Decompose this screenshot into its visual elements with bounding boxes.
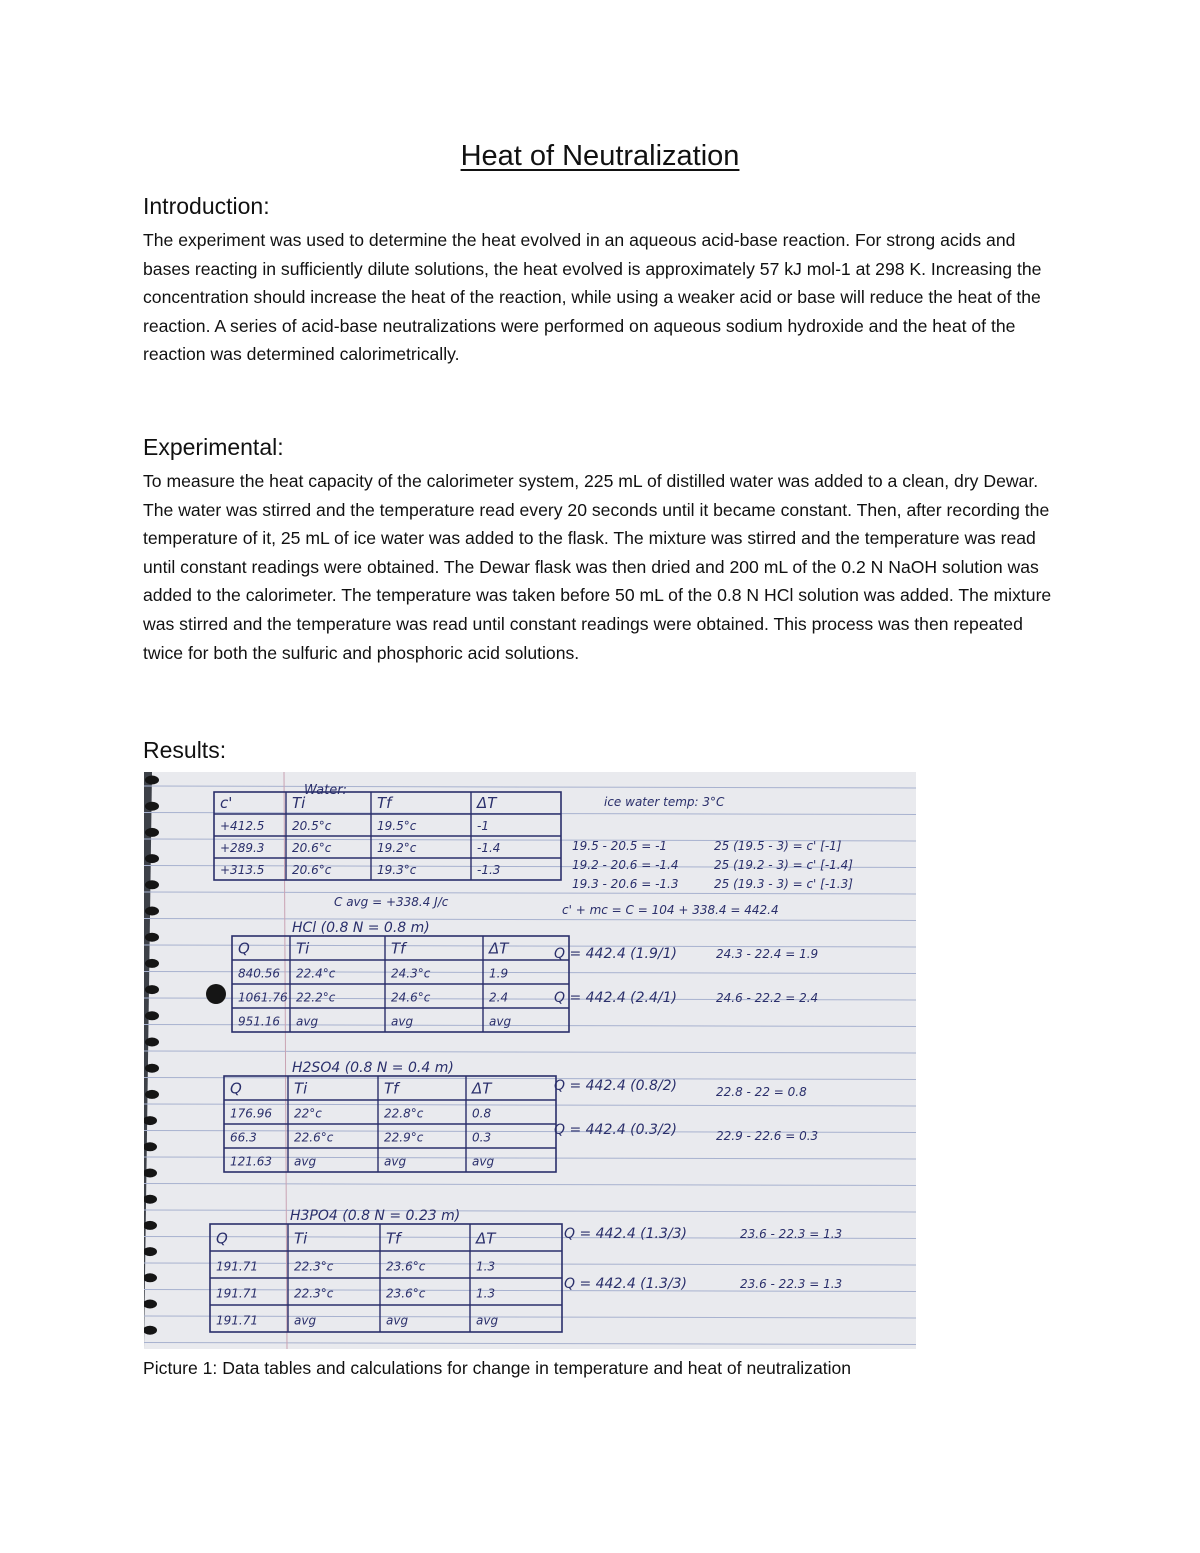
h2so4-table-cell: 22.6°c xyxy=(294,1130,334,1145)
water-table-header: ΔT xyxy=(477,793,497,812)
h2so4-table-header: Tf xyxy=(384,1079,399,1098)
h3po4-delta-calc: 23.6 - 22.3 = 1.3 xyxy=(740,1277,843,1291)
h2so4-table-header: Q xyxy=(230,1079,242,1098)
binding-hole xyxy=(145,1090,159,1099)
water-table-cell: -1.4 xyxy=(477,840,501,855)
h2so4-q-calc: Q = 442.4 (0.8/2) xyxy=(554,1078,677,1094)
hcl-table-cell: 840.56 xyxy=(238,966,280,981)
notebook-photo-svg xyxy=(144,772,916,1349)
h3po4-table-header: Tf xyxy=(386,1229,401,1248)
binding-hole xyxy=(145,985,159,994)
binding-hole xyxy=(145,1011,159,1020)
binding-hole xyxy=(145,907,159,916)
h2so4-q-calc: Q = 442.4 (0.3/2) xyxy=(554,1122,677,1138)
h3po4-table-header: Q xyxy=(216,1229,228,1248)
water-table-cell: 20.6°c xyxy=(292,862,332,877)
water-table-cell: +289.3 xyxy=(220,840,265,855)
hcl-table-cell: 951.16 xyxy=(238,1014,280,1029)
hcl-table-cell: 22.4°c xyxy=(296,966,336,981)
binding-hole xyxy=(145,959,159,968)
h3po4-table-cell: 22.3°c xyxy=(294,1286,334,1301)
water-table-cell: 20.5°c xyxy=(292,818,332,833)
h2so4-table-cell: 22°c xyxy=(294,1106,322,1121)
c-total-note: c' + mc = C = 104 + 338.4 = 442.4 xyxy=(562,903,779,917)
h3po4-table-cell: avg xyxy=(294,1313,317,1328)
h3po4-table-cell: 1.3 xyxy=(476,1286,496,1301)
h2so4-table-cell: 0.3 xyxy=(472,1130,492,1145)
water-table-header: Tf xyxy=(377,793,392,812)
binding-hole xyxy=(145,880,159,889)
h2so4-delta-calc: 22.9 - 22.6 = 0.3 xyxy=(716,1129,819,1143)
hcl-delta-calc: 24.6 - 22.2 = 2.4 xyxy=(716,991,819,1005)
ice-water-note: ice water temp: 3°C xyxy=(604,795,725,809)
hcl-delta-calc: 24.3 - 22.4 = 1.9 xyxy=(716,947,819,961)
hcl-table-cell: 24.6°c xyxy=(391,990,431,1005)
h2so4-delta-calc: 22.8 - 22 = 0.8 xyxy=(716,1085,807,1099)
page-title: Heat of Neutralization xyxy=(460,140,740,172)
water-table-cell: 19.3°c xyxy=(377,862,417,877)
water-table-cell: 19.5°c xyxy=(377,818,417,833)
c-avg-note: C avg = +338.4 J/c xyxy=(334,895,449,909)
h2so4-table-cell: 22.8°c xyxy=(384,1106,424,1121)
h2so4-table-cell: avg xyxy=(384,1154,407,1169)
hcl-table-cell: 22.2°c xyxy=(296,990,336,1005)
binding-hole xyxy=(145,828,159,837)
hcl-table-cell: 1061.76 xyxy=(238,990,288,1005)
results-heading: Results: xyxy=(143,737,227,763)
binding-hole xyxy=(145,1038,159,1047)
h3po4-table-cell: 1.3 xyxy=(476,1259,496,1274)
hcl-table-header: Q xyxy=(238,939,250,958)
water-table-header: c' xyxy=(220,793,233,812)
h3po4-table-cell: avg xyxy=(386,1313,409,1328)
hcl-table-header: Tf xyxy=(391,939,406,958)
water-calc: 19.2 - 20.6 = -1.4 xyxy=(572,858,679,872)
h3po4-table-header: ΔT xyxy=(476,1229,496,1248)
hcl-table-cell: avg xyxy=(391,1014,414,1029)
water-table-cell: 19.2°c xyxy=(377,840,417,855)
experimental-heading: Experimental: xyxy=(143,434,284,460)
hcl-table-header: Ti xyxy=(296,939,310,958)
water-table-cell: -1.3 xyxy=(477,862,501,877)
h2so4-label: H2SO4 (0.8 N = 0.4 m) xyxy=(292,1060,454,1076)
h2so4-table-cell: 22.9°c xyxy=(384,1130,424,1145)
h2so4-table-cell: 176.96 xyxy=(230,1106,272,1121)
h3po4-q-calc: Q = 442.4 (1.3/3) xyxy=(564,1226,687,1242)
h2so4-table-cell: 66.3 xyxy=(230,1130,257,1145)
h3po4-table-cell: avg xyxy=(476,1313,499,1328)
water-table-cell: 20.6°c xyxy=(292,840,332,855)
hole-punch xyxy=(206,984,226,1004)
h2so4-table-cell: 121.63 xyxy=(230,1154,272,1169)
introduction-heading: Introduction: xyxy=(143,193,270,219)
introduction-paragraph: The experiment was used to determine the heat evolved in an aqueous acid-base reaction. For strong acids and bases reacting in sufficiently dilute solutions, the heat evolved is approximately 57 kJ mol-1 at 298 K. Increasing the concentration should increase the heat of the reaction, while using a weaker acid or base will reduce the heat of the reaction. A series of acid-base neutralizations were performed on aqueous sodium hydroxide and the heat of the reaction was determined calorimetrically. xyxy=(143,230,1042,365)
water-calc: 19.5 - 20.5 = -1 xyxy=(572,839,668,853)
h2so4-table-header: Ti xyxy=(294,1079,308,1098)
binding-hole xyxy=(145,1064,159,1073)
notebook-photo xyxy=(144,772,916,1349)
h3po4-q-calc: Q = 442.4 (1.3/3) xyxy=(564,1276,687,1292)
water-table-cell: +313.5 xyxy=(220,862,265,877)
hcl-q-calc: Q = 442.4 (1.9/1) xyxy=(554,946,677,962)
h2so4-table-cell: avg xyxy=(472,1154,495,1169)
hcl-table-cell: avg xyxy=(489,1014,512,1029)
h3po4-table-cell: 191.71 xyxy=(216,1313,258,1328)
binding-hole xyxy=(145,802,159,811)
hcl-table-cell: avg xyxy=(296,1014,319,1029)
water-table-cell: -1 xyxy=(477,818,489,833)
h3po4-delta-calc: 23.6 - 22.3 = 1.3 xyxy=(740,1227,843,1241)
h3po4-table-cell: 191.71 xyxy=(216,1286,258,1301)
water-calc2: 25 (19.3 - 3) = c' [-1.3] xyxy=(714,877,853,891)
h2so4-table-cell: avg xyxy=(294,1154,317,1169)
experimental-paragraph: To measure the heat capacity of the calorimeter system, 225 mL of distilled water was added to a clean, dry Dewar. The water was stirred and the temperature read every 20 seconds until it became constant. Then, after recording the temperature of it, 25 mL of ice water was added to the flask. The mixture was stirred and the temperature was read until constant readings were obtained. The Dewar flask was then dried and 200 mL of the 0.2 N NaOH solution was added to the calorimeter. The temperature was taken before 50 mL of the 0.8 N HCl solution was added. The mixture was stirred and the temperature was read until constant readings were obtained. This process was then repeated twice for both the sulfuric and phosphoric acid solutions. xyxy=(143,471,1052,663)
hcl-table-cell: 1.9 xyxy=(489,966,509,981)
hcl-table-header: ΔT xyxy=(489,939,509,958)
h3po4-table-cell: 22.3°c xyxy=(294,1259,334,1274)
water-table-cell: +412.5 xyxy=(220,818,265,833)
binding-hole xyxy=(145,854,159,863)
binding-hole xyxy=(145,776,159,785)
water-calc2: 25 (19.5 - 3) = c' [-1] xyxy=(714,839,842,853)
h3po4-label: H3PO4 (0.8 N = 0.23 m) xyxy=(290,1208,461,1224)
binding-hole xyxy=(145,933,159,942)
hcl-table-cell: 24.3°c xyxy=(391,966,431,981)
h3po4-table-cell: 23.6°c xyxy=(386,1259,426,1274)
h3po4-table-cell: 23.6°c xyxy=(386,1286,426,1301)
hcl-q-calc: Q = 442.4 (2.4/1) xyxy=(554,990,677,1006)
h2so4-table-header: ΔT xyxy=(472,1079,492,1098)
h3po4-table-cell: 191.71 xyxy=(216,1259,258,1274)
water-label: Water: xyxy=(304,783,347,798)
figure-caption: Picture 1: Data tables and calculations for change in temperature and heat of neutralization xyxy=(143,1358,852,1378)
water-table-header: Ti xyxy=(292,793,306,812)
water-calc2: 25 (19.2 - 3) = c' [-1.4] xyxy=(714,858,853,872)
hcl-table-cell: 2.4 xyxy=(489,990,509,1005)
water-calc: 19.3 - 20.6 = -1.3 xyxy=(572,877,679,891)
h2so4-table-cell: 0.8 xyxy=(472,1106,492,1121)
hcl-label: HCl (0.8 N = 0.8 m) xyxy=(292,920,430,936)
h3po4-table-header: Ti xyxy=(294,1229,308,1248)
